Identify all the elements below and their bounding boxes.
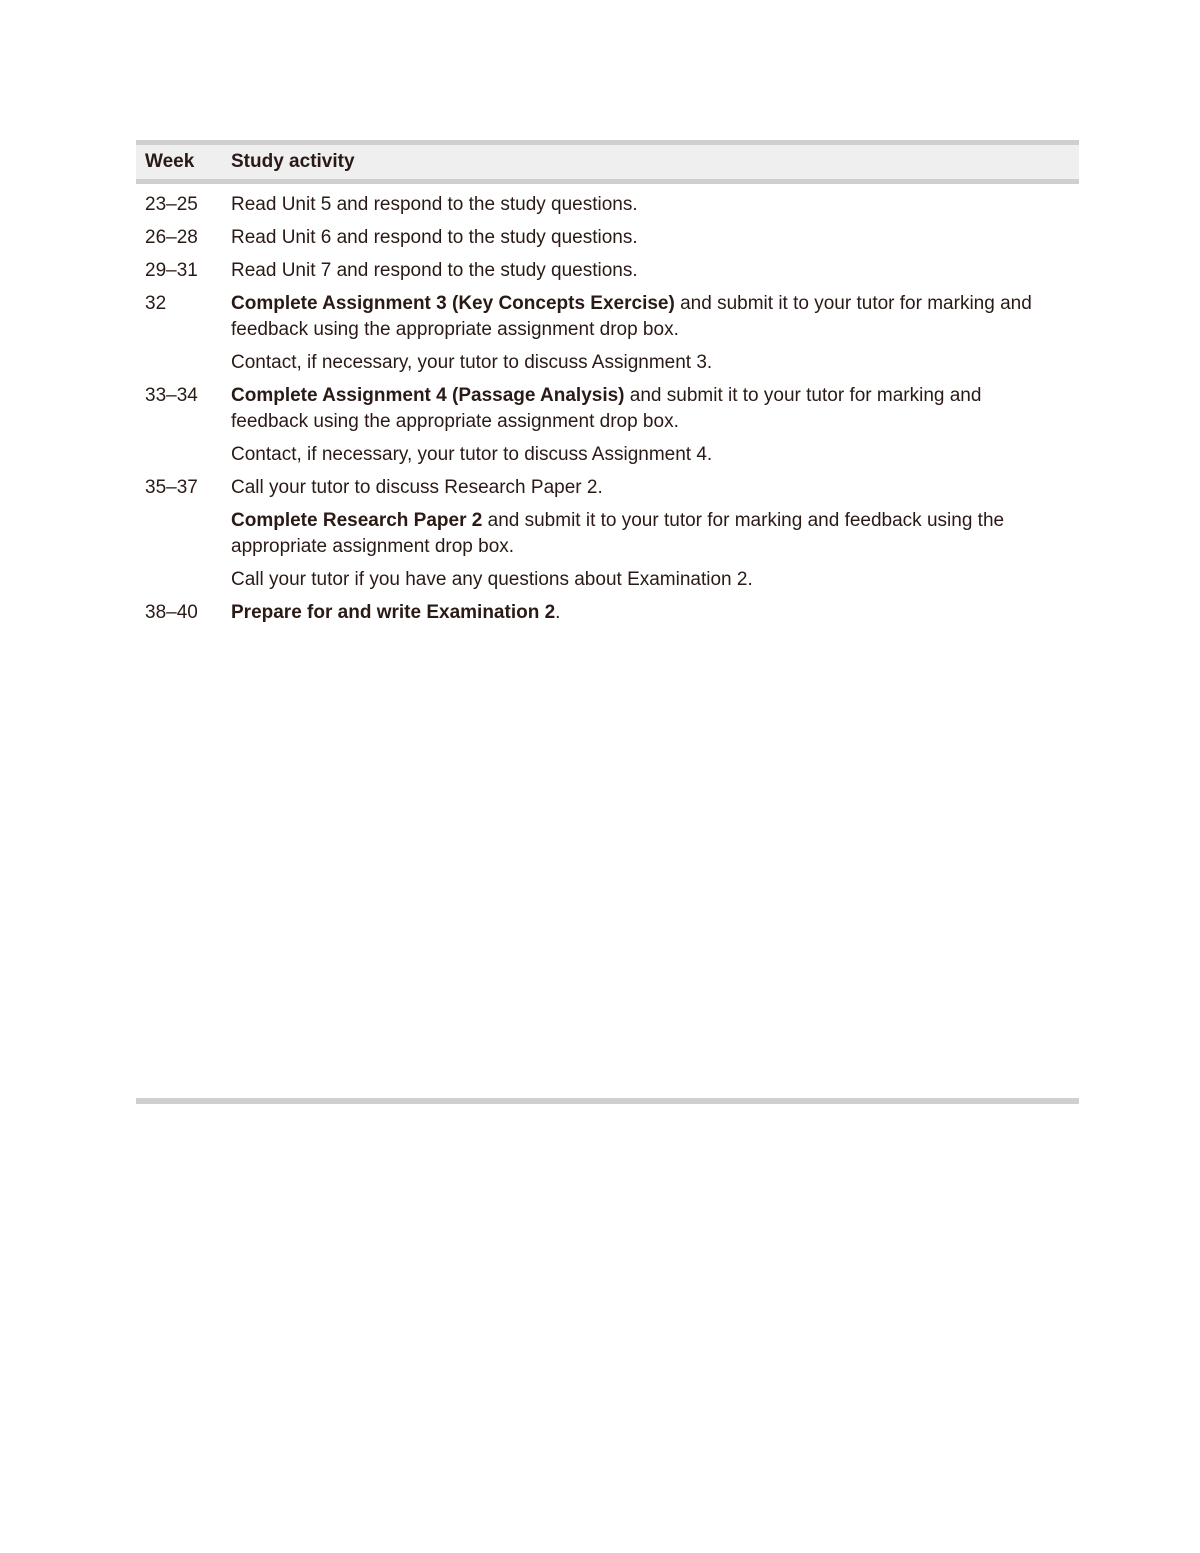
table-row — [136, 258, 1079, 291]
activity-paragraph — [231, 508, 1059, 560]
activity-cell — [231, 475, 1079, 600]
week-cell: 35–37 — [145, 477, 198, 498]
table-row — [136, 600, 1079, 633]
activity-paragraph — [231, 600, 1059, 626]
activity-paragraph — [231, 383, 1059, 435]
activity-paragraph — [231, 442, 1059, 468]
activity-bold-text: Prepare for and write Examination 2 — [231, 602, 556, 623]
week-cell: 38–40 — [145, 602, 198, 623]
activity-bold-text: Complete Research Paper 2 — [231, 510, 483, 531]
activity-cell — [231, 258, 1079, 291]
activity-bold-text: Complete Assignment 3 (Key Concepts Exercise) — [231, 293, 675, 314]
activity-text: Read Unit 5 and respond to the study questions. — [231, 194, 638, 215]
table-row — [136, 475, 1079, 600]
table-row — [136, 291, 1079, 383]
study-schedule-table — [136, 140, 1079, 633]
activity-paragraph — [231, 225, 1059, 251]
activity-paragraph — [231, 291, 1059, 343]
activity-text: . — [555, 602, 561, 623]
activity-paragraph — [231, 350, 1059, 376]
activity-text: Read Unit 7 and respond to the study questions. — [231, 260, 638, 281]
activity-bold-text: Complete Assignment 4 (Passage Analysis) — [231, 385, 625, 406]
activity-text: Call your tutor if you have any questions about Examination 2. — [231, 569, 753, 590]
table-row — [136, 192, 1079, 225]
table-body — [136, 184, 1079, 633]
header-week: Week — [145, 151, 195, 172]
table-header-row — [136, 145, 1079, 184]
activity-text: Contact, if necessary, your tutor to discuss Assignment 4. — [231, 444, 713, 465]
activity-text: and submit it to your tutor for marking and feedback using the appropriate assignment drop box. — [231, 293, 1032, 340]
activity-paragraph — [231, 258, 1059, 284]
week-cell: 32 — [145, 293, 167, 314]
activity-cell — [231, 291, 1079, 383]
activity-text: Call your tutor to discuss Research Paper 2. — [231, 477, 603, 498]
week-cell: 23–25 — [145, 194, 198, 215]
activity-paragraph — [231, 567, 1059, 593]
week-cell: 26–28 — [145, 227, 198, 248]
activity-text: Read Unit 6 and respond to the study questions. — [231, 227, 638, 248]
week-cell: 33–34 — [145, 385, 198, 406]
activity-text: Contact, if necessary, your tutor to discuss Assignment 3. — [231, 352, 713, 373]
activity-cell — [231, 383, 1079, 475]
header-study-activity: Study activity — [231, 151, 355, 172]
activity-cell — [231, 225, 1079, 258]
activity-text: and submit it to your tutor for marking and feedback using the appropriate assignment drop box. — [231, 510, 1005, 557]
table-bottom-rule — [136, 1098, 1079, 1104]
table-row — [136, 383, 1079, 475]
activity-cell — [231, 600, 1079, 633]
activity-cell — [231, 192, 1079, 225]
activity-paragraph — [231, 192, 1059, 218]
table-row — [136, 225, 1079, 258]
activity-text: and submit it to your tutor for marking and feedback using the appropriate assignment drop box. — [231, 385, 982, 432]
week-cell: 29–31 — [145, 260, 198, 281]
activity-paragraph — [231, 475, 1059, 501]
